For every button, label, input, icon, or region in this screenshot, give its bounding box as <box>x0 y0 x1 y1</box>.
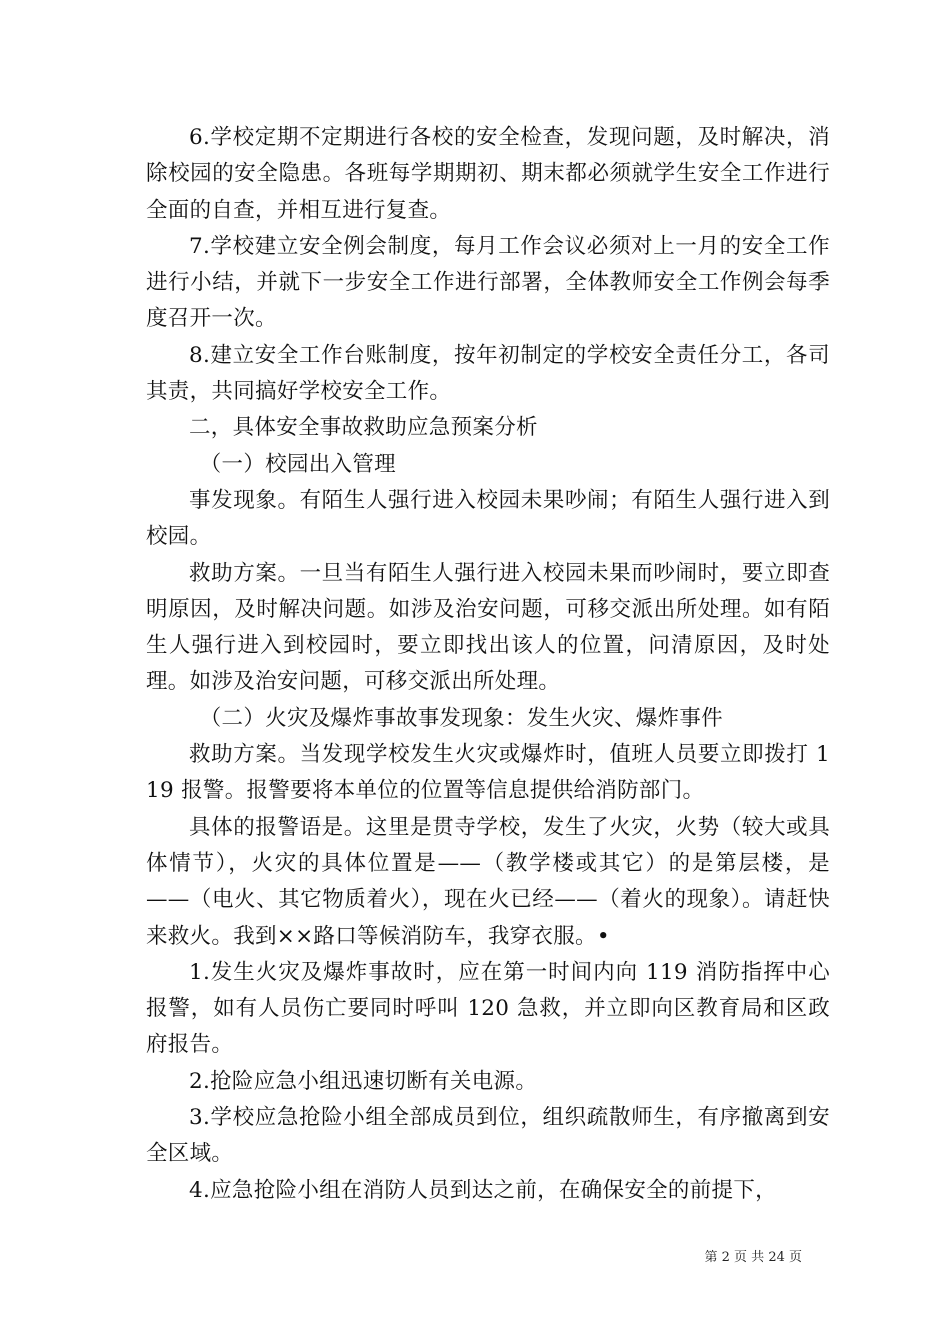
section-heading-2: 二，具体安全事故救助应急预案分析 <box>189 415 538 441</box>
paragraph-8: 8.建立安全工作台账制度，按年初制定的学校安全责任分工，各司其责，共同搞好学校安全工作。 <box>146 342 830 405</box>
paragraph-rescue-plan-fire: 救助方案。当发现学校发生火灾或爆炸时，值班人员要立即拨打 119 报警。报警要将本单位的位置等信息提供给消防部门。 <box>146 742 830 804</box>
paragraph-fire-step-2: 2.抢险应急小组迅速切断有关电源。 <box>189 1068 538 1094</box>
paragraph-fire-step-4: 4.应急抢险小组在消防人员到达之前，在确保安全的前提下， <box>189 1177 777 1203</box>
paragraph-rescue-plan-access: 救助方案。一旦当有陌生人强行进入校园未果而吵闹时，要立即查明原因，及时解决问题。如涉及治安问题，可移交派出所处理。如有陌生人强行进入到校园时，要立即找出该人的位置，问清原因，及时处理。如涉及治安问题，可移交派出所处理。 <box>146 560 830 695</box>
paragraph-7: 7.学校建立安全例会制度，每月工作会议必须对上一月的安全工作进行小结，并就下一步安全工作进行部署，全体教师安全工作例会每季度召开一次。 <box>146 233 830 332</box>
subheading-fire-explosion: （二）火灾及爆炸事故事发现象：发生火灾、爆炸事件 <box>199 705 723 731</box>
page-number: 第 2 页 共 24 页 <box>704 1250 802 1265</box>
paragraph-fire-step-1: 1.发生火灾及爆炸事故时，应在第一时间内向 119 消防指挥中心报警，如有人员伤亡要同时呼叫 120 急救，并立即向区教育局和区政府报告。 <box>146 959 830 1058</box>
paragraph-alarm-script: 具体的报警语是。这里是贯寺学校，发生了火灾，火势（较大或具体情节），火灾的具体位置是——（教学楼或其它）的是第层楼，是——（电火、其它物质着火），现在火已经——（着火的现象）。请赶快来救火。我到××路口等候消防车，我穿衣服。• <box>146 814 830 949</box>
paragraph-fire-step-3: 3.学校应急抢险小组全部成员到位，组织疏散师生，有序撤离到安全区域。 <box>146 1105 830 1167</box>
paragraph-6: 6.学校定期不定期进行各校的安全检查，发现问题，及时解决，消除校园的安全隐患。各班每学期期初、期末都必须就学生安全工作进行全面的自查，并相互进行复查。 <box>146 125 830 223</box>
subheading-campus-access: （一）校园出入管理 <box>199 451 396 477</box>
paragraph-incident-phenomenon: 事发现象。有陌生人强行进入校园未果吵闹；有陌生人强行进入到校园。 <box>146 487 830 550</box>
document-body <box>146 120 830 1209</box>
